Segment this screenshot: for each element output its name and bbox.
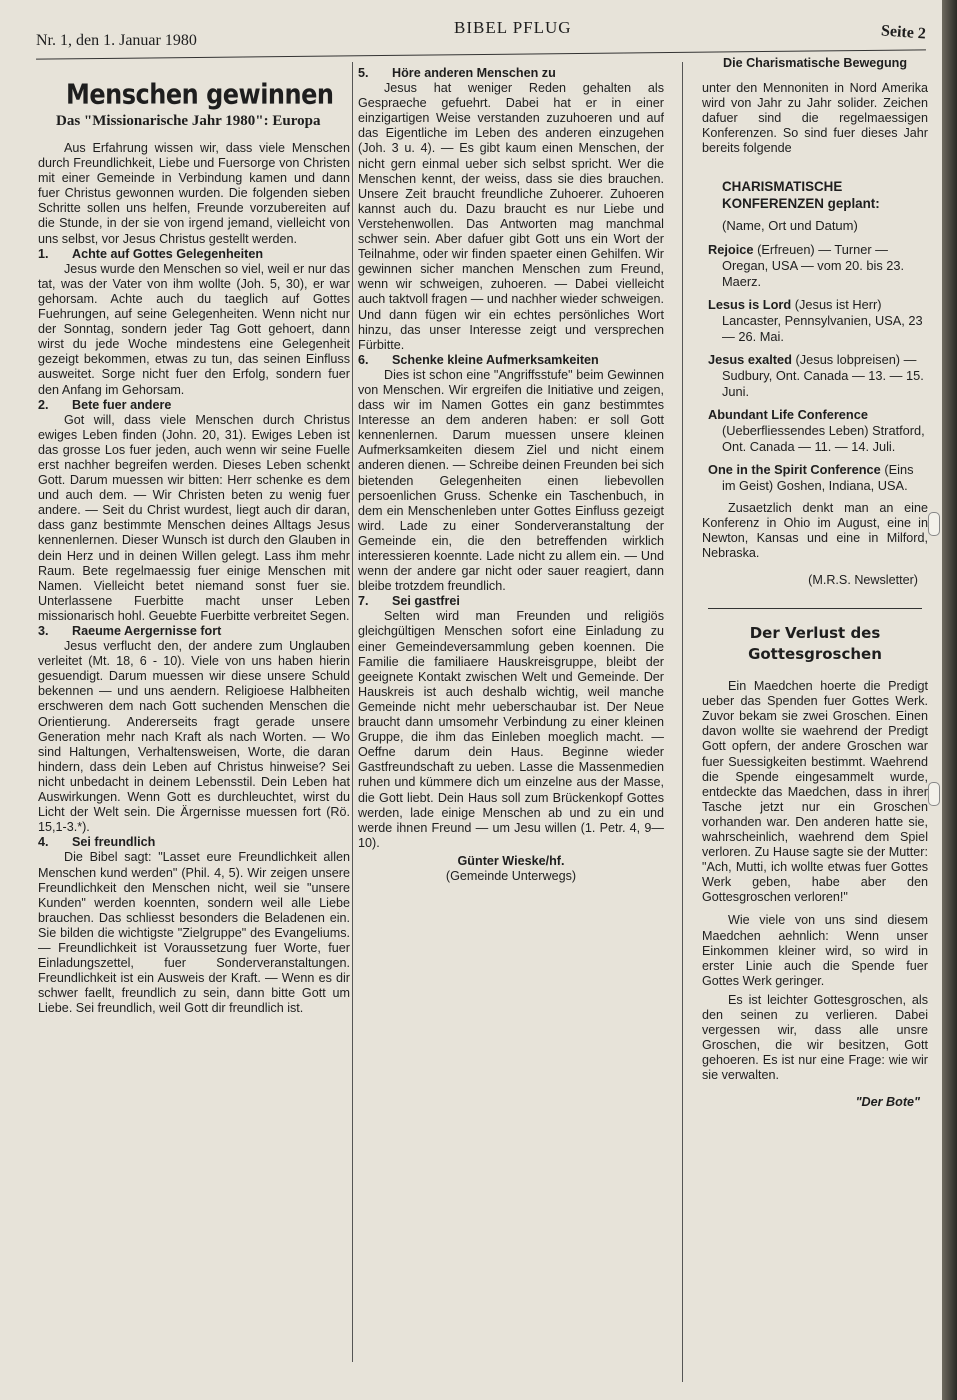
- section-text: Jesus hat weniger Reden gehalten als Gespraeche gefuehrt. Dabei hat er in einer einzigartigen Weise verstanden zuzuhoeren und auf das Eigentliche im Leben des anderen einzugehen (Joh. 3 u. 4). — Es gibt kaum einen Menschen, der nicht gern einmal ueber sich selbst spricht. Wer die Menschen kennt, der weiss, dass sie dies brauchen. Unsere Zeit braucht freundliche Zuhoerer. Zuhoeren kannst auch du. Dazu braucht es nur Liebe und Verstehenwollen. Das Antworten mag manchmal schwer sein. Aber dafuer gibt Gott uns ein Wort der Teilnahme, oder wir finden spaeter einen Gehilfen. Wir gewinnen sicher manchen Menschen zum Freund, wenn wir schweigen, zuhoeren. — Dabei vielleicht auch taktvoll fragen — und nachher wieder schweigen. Und dann fügen wir ein echtes persönliches Wort hinzu, das unser Interesse zeigt und versprechen Fürbitte.: [358, 81, 664, 352]
- section-heading: 2. Bete fuer andere: [38, 397, 172, 412]
- article-author: Günter Wieske/hf.: [457, 853, 565, 868]
- binder-edge: [942, 0, 957, 1400]
- article-source: (Gemeinde Unterwegs): [445, 868, 577, 883]
- section-heading: 1. Achte auf Gottes Gelegenheiten: [38, 246, 264, 261]
- section-heading: 7. Sei gastfrei: [358, 594, 460, 609]
- conference-subheading: (Name, Ort und Datum): [722, 218, 858, 234]
- verlust-paragraph: Es ist leichter Gottesgroschen, als den seinen zu verlieren. Dabei vergessen wir, dass alle unsre Groschen, die wir besitzen, Gott gehoeren. Es ist nur eine Frage: wie wir sie verwalten.: [702, 992, 928, 1083]
- article-separator: [708, 608, 922, 609]
- section-text: Die Bibel sagt: "Lasset eure Freundlichkeit allen Menschen kund werden" (Phil. 4, 5). Wir zeigen unsere Freundlichkeit den Menschen nicht, weil sie "unsere Kunden" werden koennten, sondern weil alle Liebe brauchen. Das schliesst besonders die Beladenen ein. Sie bilden die wichtigste "Zielgruppe" des Evangeliums. — Freundlichkeit ist Voraussetzung fuer Worte, fuer Einladungszettel, fuer Sonderveranstaltungen. Freundlichkeit ist ein Ausweis der Kraft. — Wenn es dir schwer faellt, freundlich zu sein, dann bitte Gott um Liebe. Sei freundlich, weil Gott dir freundlich ist.: [38, 850, 350, 1016]
- article-subtitle: Das "Missionarische Jahr 1980": Europa: [56, 113, 321, 129]
- issue-date: Nr. 1, den 1. Januar 1980: [36, 32, 197, 49]
- column-2: [358, 66, 664, 884]
- conference-item: Rejoice (Erfreuen) — Turner — Oregan, USA — vom 20. bis 23. Maerz.: [708, 241, 905, 289]
- section-heading: 4. Sei freundlich: [38, 835, 156, 850]
- binder-ring: [928, 512, 940, 536]
- verlust-paragraph: Wie viele von uns sind diesem Maedchen aehnlich: Wenn unser Einkommen kleiner wird, so wird in erster Linie auch die Spende fuer Gottes Werk geringer.: [702, 913, 928, 988]
- page-number: Seite 2: [880, 22, 927, 43]
- section-heading: 3. Raeume Aergernisse fort: [38, 624, 222, 638]
- article-title: Menschen gewinnen: [66, 78, 334, 111]
- verlust-source: "Der Bote": [855, 1095, 920, 1110]
- conference-item: One in the Spirit Conference (Eins im Geist) Goshen, Indiana, USA.: [708, 461, 914, 493]
- conference-note: Zusaetzlich denkt man an eine Konferenz in Ohio im August, eine in Newton, Kansas und eine in Milford, Nebraska.: [702, 500, 928, 560]
- column-3: [702, 56, 928, 1111]
- column-divider: [682, 62, 683, 1382]
- conference-item: Abundant Life Conference (Ueberfliessendes Leben) Stratford, Ont. Canada — 11. — 14. Juli.: [708, 406, 925, 454]
- section-text: Dies ist schon eine "Angriffsstufe" beim Gewinnen von Menschen. Wir ergreifen die Initiative und zeigen, dass wir im Namen Gottes ein ganz bestimmtes Interesse an dem anderen haben: er soll Gott kennenlernen. Darum muessen unsere kleinen Aufmerksamkeiten diesem Ziel und nicht einem anderen dienen. — Schreibe deinen Freunden bei sich bietenden Gelegenheiten einen liebevollen persoenlichen Gruss. Schenke ein Taschenbuch, in dem ein Menschenleben unter Gottes Einfluss gezeigt wird. Lade zu einer Sonderveranstaltung der Gemeinde ein, die den betreffenden wirklich interessieren koennte. Lade nicht zu allem ein. — Und wenn der andere gar nicht oder sauer reagiert, dann bleibe trotzdem freundlich.: [358, 367, 664, 594]
- conference-heading: CHARISMATISCHE KONFERENZEN geplant:: [722, 179, 880, 212]
- section-heading: 6. Schenke kleine Aufmerksamkeiten: [358, 352, 599, 367]
- section-heading: 5. Höre anderen Menschen zu: [358, 66, 556, 80]
- verlust-title: Der Verlust des Gottesgroschen: [748, 624, 882, 664]
- conference-item: Jesus exalted (Jesus lobpreisen) — Sudbury, Ont. Canada — 13. — 15. Juni.: [708, 351, 924, 399]
- column-divider: [352, 62, 353, 1362]
- column-1: [38, 72, 350, 1016]
- charismatic-title: Die Charismatische Bewegung: [722, 56, 908, 70]
- page-header: [36, 18, 926, 58]
- charismatic-intro: unter den Mennoniten in Nord Amerika wird von Jahr zu Jahr solider. Zeichen dafuer sind die regelmaessigen Konferenzen. So sind fuer dieses Jahr bereits folgende: [702, 81, 928, 156]
- verlust-paragraph: Ein Maedchen hoerte die Predigt ueber das Spenden fuer Gottes Werk. Zuvor bekam sie zwei Groschen. Einen davon wollte sie waehrend der Predigt Gott opfern, der andere Groschen war fuer Suessigkeiten bestimmt. Waehrend die Spende eingesammelt wurde, entdeckte das Maedchen, dass in ihrer Tasche jetzt nur ein Groschen vorhanden war. Den anderen hatte sie, wahrscheinlich, waehrend dem Spiel verloren. Zu Hause sagte sie der Mutter: "Ach, Mutti, ich wollte etwas fuer Gottes Werk geben, habe aber den Gottesgroschen verloren!": [702, 679, 928, 905]
- article-intro: Aus Erfahrung wissen wir, dass viele Menschen durch Freundlichkeit, Liebe und Fuersorge von Christen mit einer Gemeinde in Verbindung kamen und dann fuer Christus gewonnen wurden. Die folgenden sieben Schritte sollen uns helfen, Freunde vorzubereiten auf die Stunde, in der sie von irgend jemand, vielleicht von uns selbst, vor Jesus Christus gestellt werden.: [38, 141, 350, 246]
- conference-item: Lesus is Lord (Jesus ist Herr) Lancaster, Pennsylvanien, USA, 23 — 26. Mai.: [708, 296, 923, 344]
- section-text: Jesus wurde den Menschen so viel, weil er nur das tat, was der Vater von ihm wollte (Joh. 5, 30), er war gehorsam. Achte auch du taeglich auf Gottes Fuehrungen, auf seine Gelegenheiten. Wenn nicht nur der Sonntag, sondern jeder Tag Gott gehoert, dann wirst du jede Woche mindestens eine Gelegenheit gezeigt bekommen, etwas zu tun, das seinen Einfluss ausweitet. Sorge nicht fuer den Erfolg, sondern fuer den Anfang im Gehorsam.: [38, 261, 350, 397]
- publication-name: BIBEL PFLUG: [454, 18, 572, 37]
- charismatic-source: (M.R.S. Newsletter): [808, 572, 918, 587]
- section-text: Jesus verflucht den, der andere zum Unglauben verleitet (Mt. 18, 6 - 10). Viele von uns haben hierin gesuendigt. Darum muessen wir diese unsere Schuld bekennen — und uns aendern. Religioese Halbheiten erschweren dem nach Gott suchenden Menschen die Orientierung. Andererseits fragt gerade unsere Generation mehr nach Kraft als nach Worten. — Wo sind Haltungen, Verhaltensweisen, Worte, die daran hindern, dass dein Leben auf Christus hinweise? Sei nicht unbedacht in deinem Lebensstil. Dein Leben hat Auswirkungen. Wenn Gott es durchleuchtet, wirst du Licht der Welt sein. Die Ärgernisse muessen fort (Rö. 15,1-3.*).: [38, 639, 350, 835]
- section-text: Selten wird man Freunden und religiös gleichgültigen Menschen sofort eine Einladung zu einer Gemeindeversammlung geben koennen. Die Familie die familiaere Hauskreisgruppe, bleibt der geeignete Kontakt zwischen Welt und Gemeinde. Der Hauskreis ist auch deshalb wichtig, weil manche Gemeinde nicht mehr ueberschaubar ist. Der Neue braucht dann umsomehr Verbindung zu einer kleinen Gruppe, die ihm das Einleben moeglich macht. — Oeffne darum dein Haus. Beginne wieder Gastfreundschaft zu ueben. Lasse die Massenmedien ruhen und kümmere dich um einzelne aus der Masse, die Gott liebt. Dein Haus soll zum Brückenkopf Gottes werden, lade einige Menschen ab und zu ein und werde ihnen Freund — um Jesu willen (1. Petr. 4, 9—10).: [358, 609, 664, 850]
- section-text: Got will, dass viele Menschen durch Christus ewiges Leben finden (John. 20, 31). Ewiges Leben ist das grosse Los fuer jeden, auch wenn wir seine Fuelle erst nachher begreifen werden. Dieses Leben schenkt Gott. Darum muessen wir bitten: Herr schenke es dem und auch dem. — Wir Christen beten zu wenig fuer andere. — Seit du Christ wurdest, liegt auch dir daran, dass ganz bestimmte Menschen deines Alltags Jesus kennenlernen. Dieser Wunsch ist durch den Glauben in dein Herz und in deinen Willen gelegt. Lass ihm mehr Raum. Bete regelmaessig fuer einige Menschen mit Namen. Vielleicht betet niemand sonst fuer sie. Unterlassene Fuerbitte macht unser Leben missionarisch hohl. Geuebte Fuerbitte verbreitet Segen.: [38, 412, 350, 623]
- binder-ring: [928, 782, 940, 806]
